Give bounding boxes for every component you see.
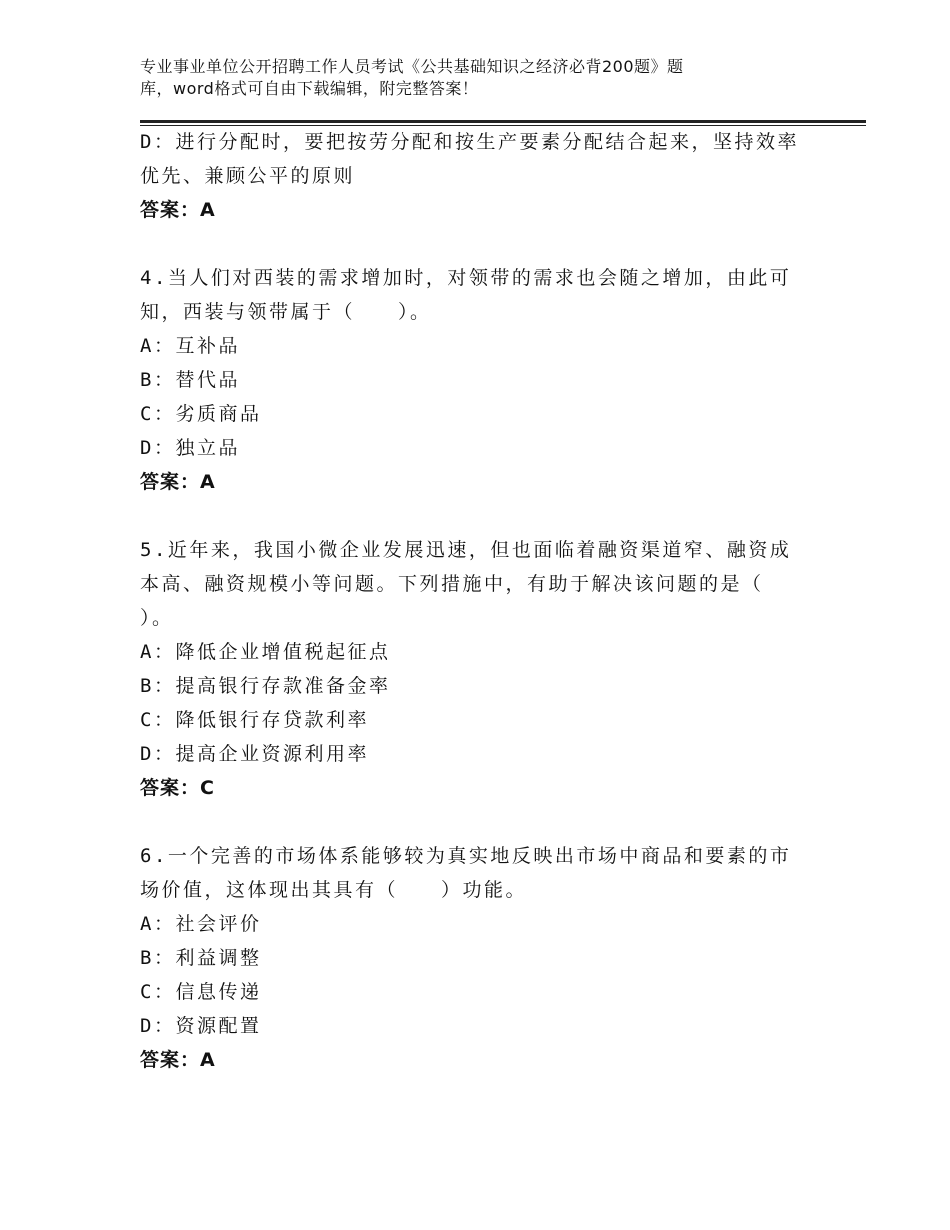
- header-title-line-1: 专业事业单位公开招聘工作人员考试《公共基础知识之经济必背200题》题: [140, 57, 684, 76]
- question-4: [140, 261, 820, 499]
- question-6: [140, 839, 820, 1077]
- option-d-line-2: 优先、兼顾公平的原则: [140, 165, 356, 187]
- option-a: A：社会评价: [140, 913, 262, 935]
- option-d: D：资源配置: [140, 1015, 262, 1037]
- question-list: [140, 125, 820, 1077]
- header-title-line-2: 库，word格式可自由下载编辑，附完整答案！: [140, 79, 479, 98]
- spacer: [140, 805, 820, 839]
- option-d: D：提高企业资源利用率: [140, 743, 369, 765]
- spacer: [140, 499, 820, 533]
- option-a: A：互补品: [140, 335, 240, 357]
- option-c: C：信息传递: [140, 981, 262, 1003]
- answer: 答案：A: [140, 1049, 216, 1071]
- option-c: C：降低银行存贷款利率: [140, 709, 369, 731]
- answer: 答案：A: [140, 199, 216, 221]
- option-a: A：降低企业增值税起征点: [140, 641, 391, 663]
- page-header: [140, 56, 780, 100]
- answer: 答案：A: [140, 471, 216, 493]
- question-stem-line-1: 6.一个完善的市场体系能够较为真实地反映出市场中商品和要素的市: [140, 845, 792, 867]
- question-stem-line-2: 本高、融资规模小等问题。下列措施中，有助于解决该问题的是（: [140, 573, 764, 595]
- question-5: [140, 533, 820, 805]
- option-b: B：提高银行存款准备金率: [140, 675, 391, 697]
- option-d-line-1: D：进行分配时，要把按劳分配和按生产要素分配结合起来，坚持效率: [140, 131, 799, 153]
- question-stem-line-2: 场价值，这体现出其具有（ ）功能。: [140, 879, 528, 901]
- spacer: [140, 227, 820, 261]
- header-divider-thick: [140, 120, 866, 123]
- question-stem-line-2: 知，西装与领带属于（ ）。: [140, 301, 432, 323]
- question-3-fragment: [140, 125, 820, 227]
- question-stem-line-1: 4.当人们对西装的需求增加时，对领带的需求也会随之增加，由此可: [140, 267, 792, 289]
- question-stem-line-3: ）。: [140, 607, 174, 629]
- option-d: D：独立品: [140, 437, 240, 459]
- question-stem-line-1: 5.近年来，我国小微企业发展迅速，但也面临着融资渠道窄、融资成: [140, 539, 792, 561]
- option-b: B：利益调整: [140, 947, 262, 969]
- option-c: C：劣质商品: [140, 403, 262, 425]
- option-b: B：替代品: [140, 369, 240, 391]
- answer: 答案：C: [140, 777, 215, 799]
